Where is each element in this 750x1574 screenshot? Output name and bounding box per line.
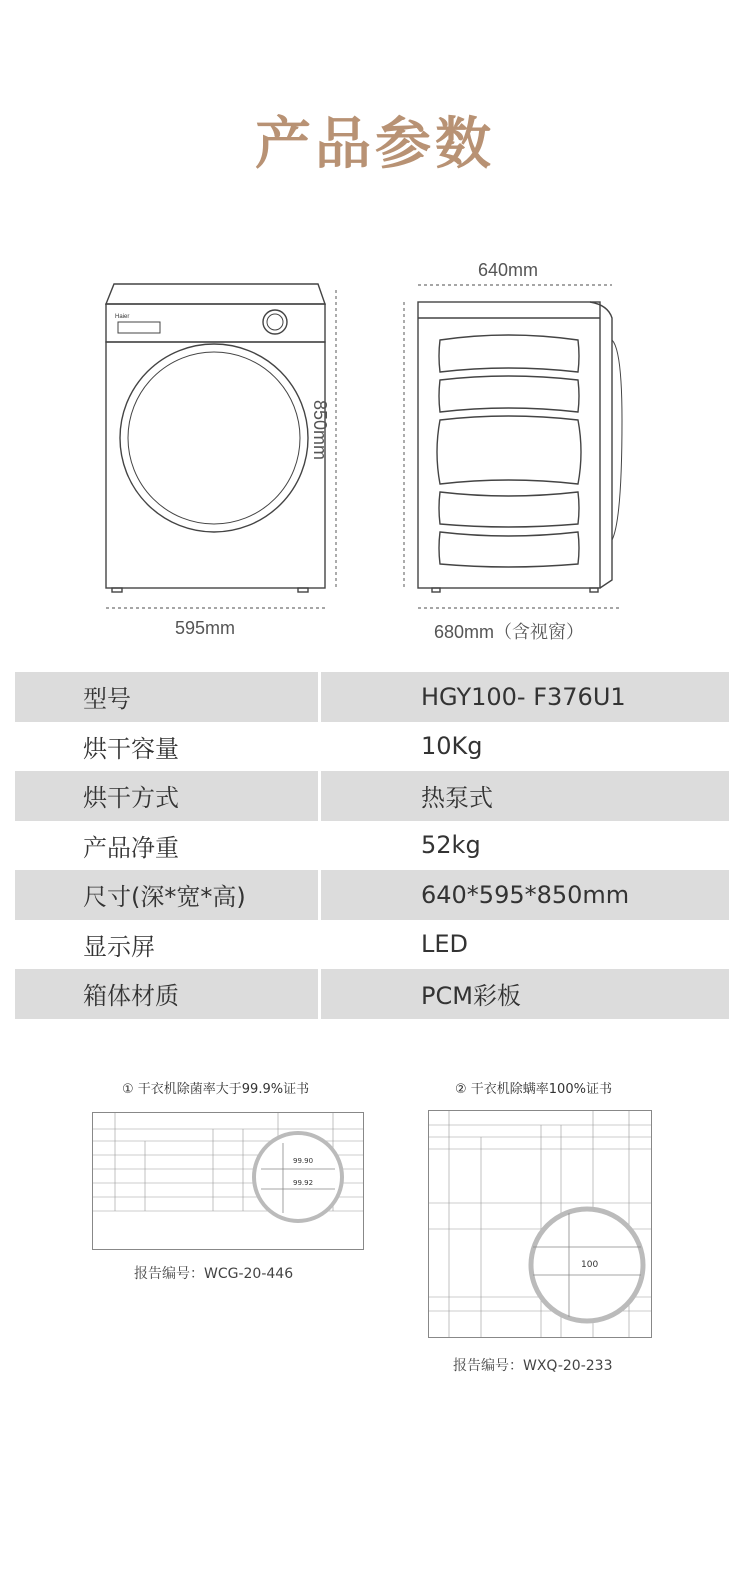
spec-label: 型号 (15, 672, 318, 722)
spec-row (15, 920, 729, 970)
spec-value: 640*595*850mm (321, 870, 729, 920)
magnified-value: 99.92 (293, 1179, 314, 1187)
spec-value: PCM彩板 (321, 969, 729, 1019)
spec-row (15, 771, 729, 821)
depth-top-label: 640mm (478, 260, 539, 280)
certificate-1-report-number: 报告编号：WCG-20-446 (134, 1266, 294, 1282)
side-view-drawing (404, 285, 622, 608)
spec-label: 烘干方式 (15, 771, 318, 821)
spec-value: 10Kg (421, 732, 483, 761)
spec-table (15, 672, 729, 1019)
width-label: 595mm (175, 618, 236, 638)
spec-label: 箱体材质 (15, 969, 318, 1019)
spec-row (15, 870, 729, 920)
spec-row (15, 821, 729, 871)
front-view-drawing (106, 284, 336, 608)
magnified-value: 99.90 (293, 1157, 314, 1165)
spec-label: 显示屏 (83, 932, 155, 961)
spec-label: 烘干容量 (83, 734, 179, 763)
spec-value: LED (421, 930, 469, 959)
page-title: 产品参数 (255, 112, 495, 177)
spec-value: 热泵式 (321, 771, 729, 821)
spec-value: 52kg (421, 831, 481, 860)
certificate-2-caption: ② 干衣机除螨率100%证书 (455, 1082, 612, 1097)
dryer-dimension-diagram (0, 0, 750, 660)
depth-with-window-label: 680mm（含视窗） (434, 622, 585, 642)
spec-row (15, 672, 729, 722)
height-label: 850mm (310, 400, 330, 461)
certificate-2-image (428, 1110, 652, 1338)
spec-label: 产品净重 (83, 833, 179, 862)
certificate-1-image (92, 1112, 364, 1250)
spec-row (15, 722, 729, 772)
spec-row (15, 969, 729, 1019)
brand-logo: Haier (115, 314, 130, 320)
magnified-value: 100 (581, 1260, 599, 1270)
spec-label: 尺寸(深*宽*高) (15, 870, 318, 920)
certificate-2-report-number: 报告编号：WXQ-20-233 (453, 1358, 613, 1374)
certificate-1-caption: ① 干衣机除菌率大于99.9%证书 (122, 1082, 310, 1097)
spec-value: HGY100- F376U1 (321, 672, 729, 722)
